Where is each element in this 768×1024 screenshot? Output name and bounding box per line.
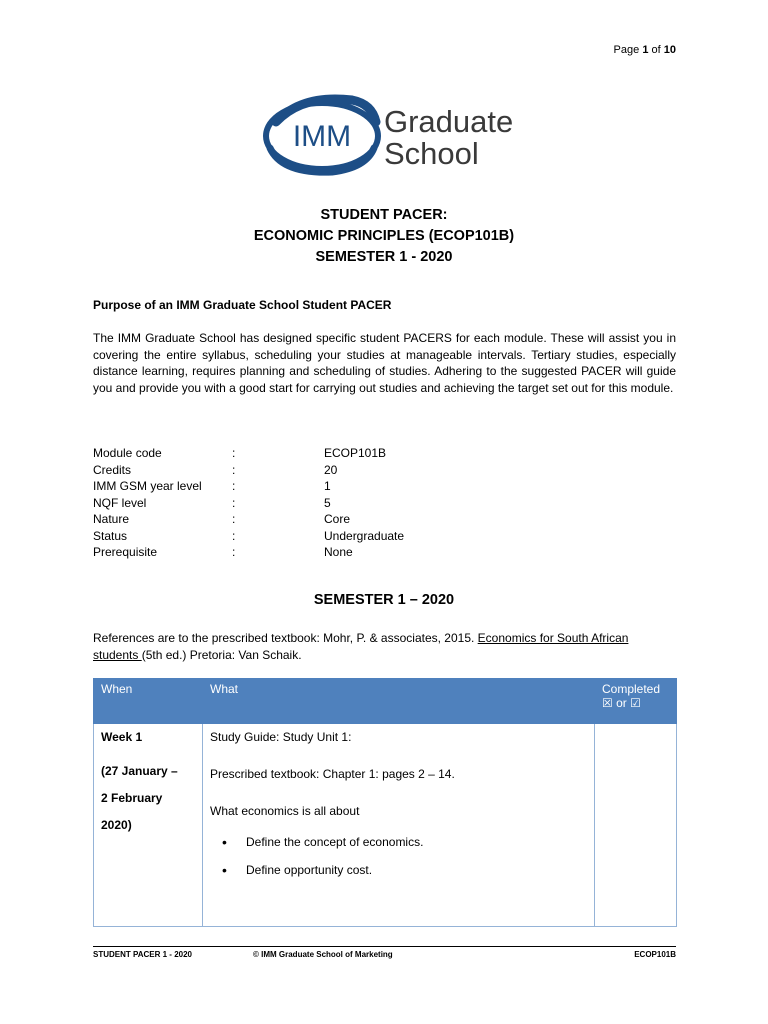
svg-text:School: School	[384, 136, 479, 171]
semester-heading: SEMESTER 1 – 2020	[313, 592, 455, 608]
footer-right: ECOP101B	[634, 950, 676, 959]
module-info-row: Credits : 20	[93, 462, 338, 477]
purpose-heading: Purpose of an IMM Graduate School Student PACER	[93, 298, 392, 312]
module-info-row: Status : Undergraduate	[93, 528, 405, 543]
page-number: Page 1 of 10	[613, 44, 676, 56]
footer-center: © IMM Graduate School of Marketing	[253, 950, 393, 959]
pacer-table-header	[94, 679, 677, 724]
module-info-row: NQF level : 5	[93, 495, 331, 510]
header-what: What	[203, 679, 595, 724]
list-item: • Define opportunity cost.	[246, 862, 587, 878]
document-title	[0, 205, 768, 268]
imm-logo	[262, 92, 512, 182]
footer-divider	[93, 946, 676, 947]
list-item: • Define the concept of economics.	[246, 834, 587, 850]
title-line-3: SEMESTER 1 - 2020	[315, 249, 453, 265]
checkbox-icons: ☒ or ☑	[602, 696, 641, 710]
purpose-paragraph: The IMM Graduate School has designed specific student PACERS for each module. These will assist you in covering the entire syllabus, scheduling your studies at manageable intervals. Tertiary studies, especially distance learning, requires planning and scheduling of studies. Adhering to the suggested PACER will guide you and provide you with a good start for carrying out studies and achieving the target set out for this module.	[93, 331, 676, 395]
footer-left: STUDENT PACER 1 - 2020	[93, 950, 192, 959]
references: References are to the prescribed textbook: Mohr, P. & associates, 2015. Economics for South African students (5th ed.) Pretoria: Van Schaik.	[93, 631, 629, 662]
module-info-row: Module code : ECOP101B	[93, 446, 387, 460]
header-completed: Completed ☒ or ☑	[595, 679, 677, 724]
pacer-table	[93, 678, 677, 927]
week-cell: Week 1 (27 January – 2 February 2020)	[94, 724, 203, 927]
module-info-row: Nature : Core	[93, 512, 351, 526]
svg-text:Graduate: Graduate	[384, 104, 512, 139]
textbook-title: Economics for South African students	[93, 631, 629, 662]
completed-cell[interactable]	[595, 724, 677, 927]
header-when: When	[94, 679, 203, 724]
svg-text:IMM: IMM	[292, 120, 352, 153]
module-info-row: IMM GSM year level : 1	[93, 479, 331, 493]
module-info-row: Prerequisite : None	[93, 545, 353, 559]
imm-logo-icon	[262, 92, 512, 182]
title-line-2: ECONOMIC PRINCIPLES (ECOP101B)	[253, 228, 515, 244]
what-cell: Study Guide: Study Unit 1: Prescribed textbook: Chapter 1: pages 2 – 14. What economics is all about • Define the concept of economics. • Define opportunity cost.	[203, 724, 595, 927]
table-row	[94, 724, 677, 927]
module-info-table	[93, 446, 404, 562]
title-line-1: STUDENT PACER:	[320, 207, 448, 223]
